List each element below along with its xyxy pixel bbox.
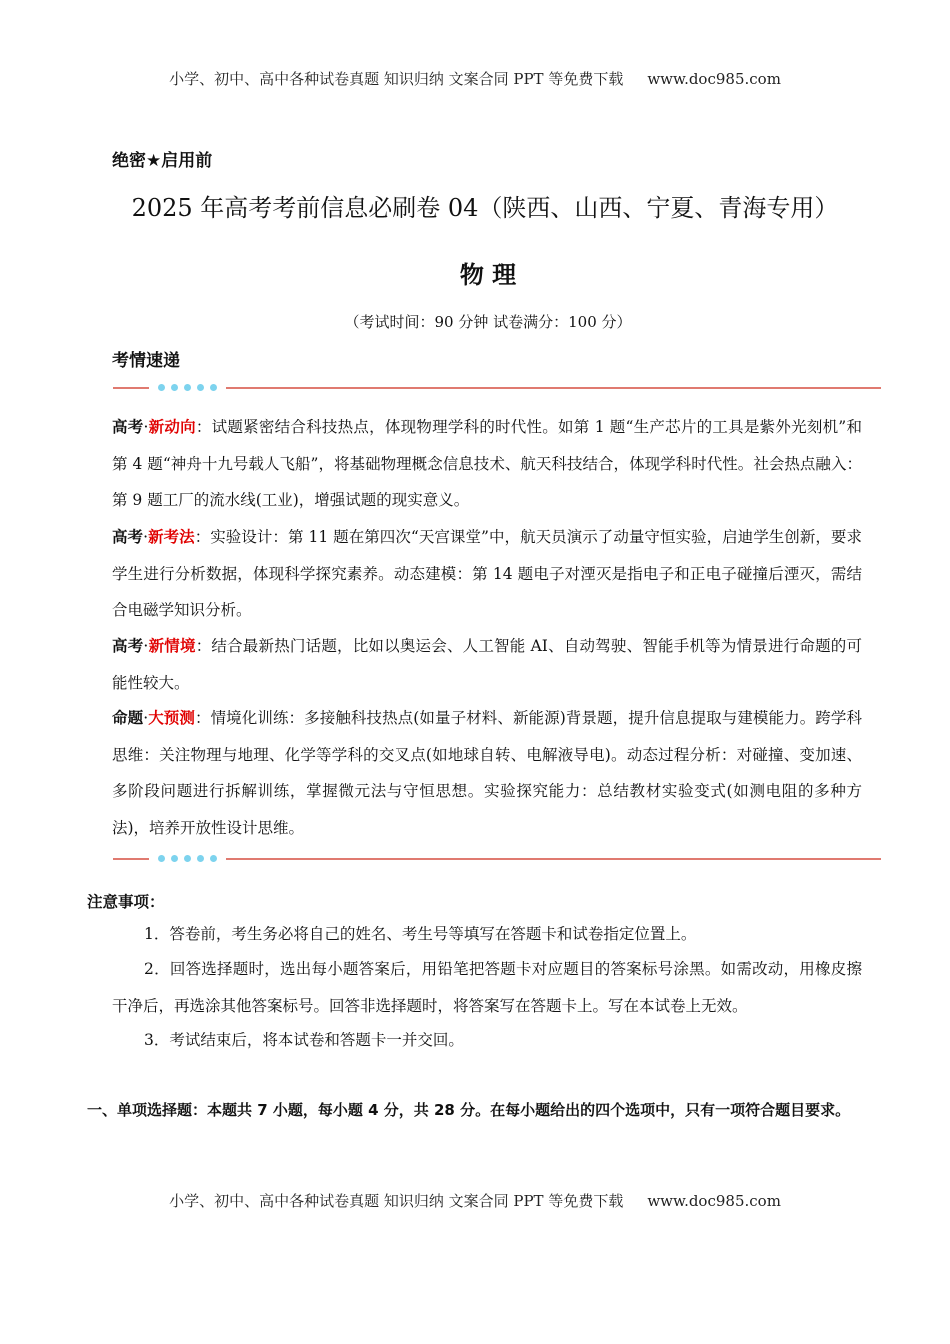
note-2: 2．回答选择题时，选出每小题答案后，用铅笔把答题卡对应题目的答案标号涂黑。如需改动，用橡皮擦干净后，再选涂其他答案标号。回答非选择题时，将答案写在答题卡上。写在本试卷上无效。 [112,960,862,1015]
notes-title: 注意事项： [87,893,165,911]
item-new-method: 高考·新考法：实验设计：第 11 题在第四次“天宫课堂”中，航天员演示了动量守恒实验，启迪学生创新，要求学生进行分析数据，体现科学探究素养。动态建模：第 14 题电子对湮灭是指电子和正电子碰撞后湮灭，需结合电磁学知识分析。 [112,528,862,619]
part-one-heading: 一、单项选择题：本题共 7 小题，每小题 4 分，共 28 分。在每小题给出的四个选项中，只有一项符合题目要求。 [87,1101,851,1119]
header-text: 小学、初中、高中各种试卷真题 知识归纳 文案合同 PPT 等免费下载 [169,70,624,88]
page-header [0,68,950,89]
note-1: 1．答卷前，考生务必将自己的姓名、考生号等填写在答题卡和试卷指定位置上。 [144,925,697,943]
section-title: 考情速递 [112,351,180,371]
divider-bottom [113,853,881,865]
footer-url[interactable]: www.doc985.com [647,1192,781,1210]
page-footer [0,1190,950,1211]
exam-info: （考试时间：90 分钟 试卷满分：100 分） [344,313,632,331]
page-title: 2025 年高考考前信息必刷卷 04（陕西、山西、宁夏、青海专用） [131,194,839,222]
divider-top [113,382,881,394]
note-3: 3．考试结束后，将本试卷和答题卡一并交回。 [144,1031,464,1049]
header-url[interactable]: www.doc985.com [647,70,781,88]
item-new-trend: 高考·新动向：试题紧密结合科技热点，体现物理学科的时代性。如第 1 题“生产芯片的工具是紫外光刻机”和第 4 题“神舟十九号载人飞船”，将基础物理概念信息技术、航天科技结合，体现学科时代性。社会热点融入：第 9 题工厂的流水线(工业)，增强试题的现实意义。 [112,418,862,509]
subject-title: 物 理 [459,261,517,289]
secret-label: 绝密★启用前 [112,151,213,171]
item-new-context: 高考·新情境：结合最新热门话题，比如以奥运会、人工智能 AI、自动驾驶、智能手机等为情景进行命题的可能性较大。 [112,637,862,692]
footer-text: 小学、初中、高中各种试卷真题 知识归纳 文案合同 PPT 等免费下载 [169,1192,624,1210]
item-prediction: 命题·大预测：情境化训练：多接触科技热点(如量子材料、新能源)背景题，提升信息提取与建模能力。跨学科思维：关注物理与地理、化学等学科的交叉点(如地球自转、电解液导电)。动态过程分析：对碰撞、变加速、多阶段问题进行拆解训练，掌握微元法与守恒思想。实验探究能力：总结教材实验变式(如测电阻的多种方法)，培养开放性设计思维。 [112,709,862,837]
